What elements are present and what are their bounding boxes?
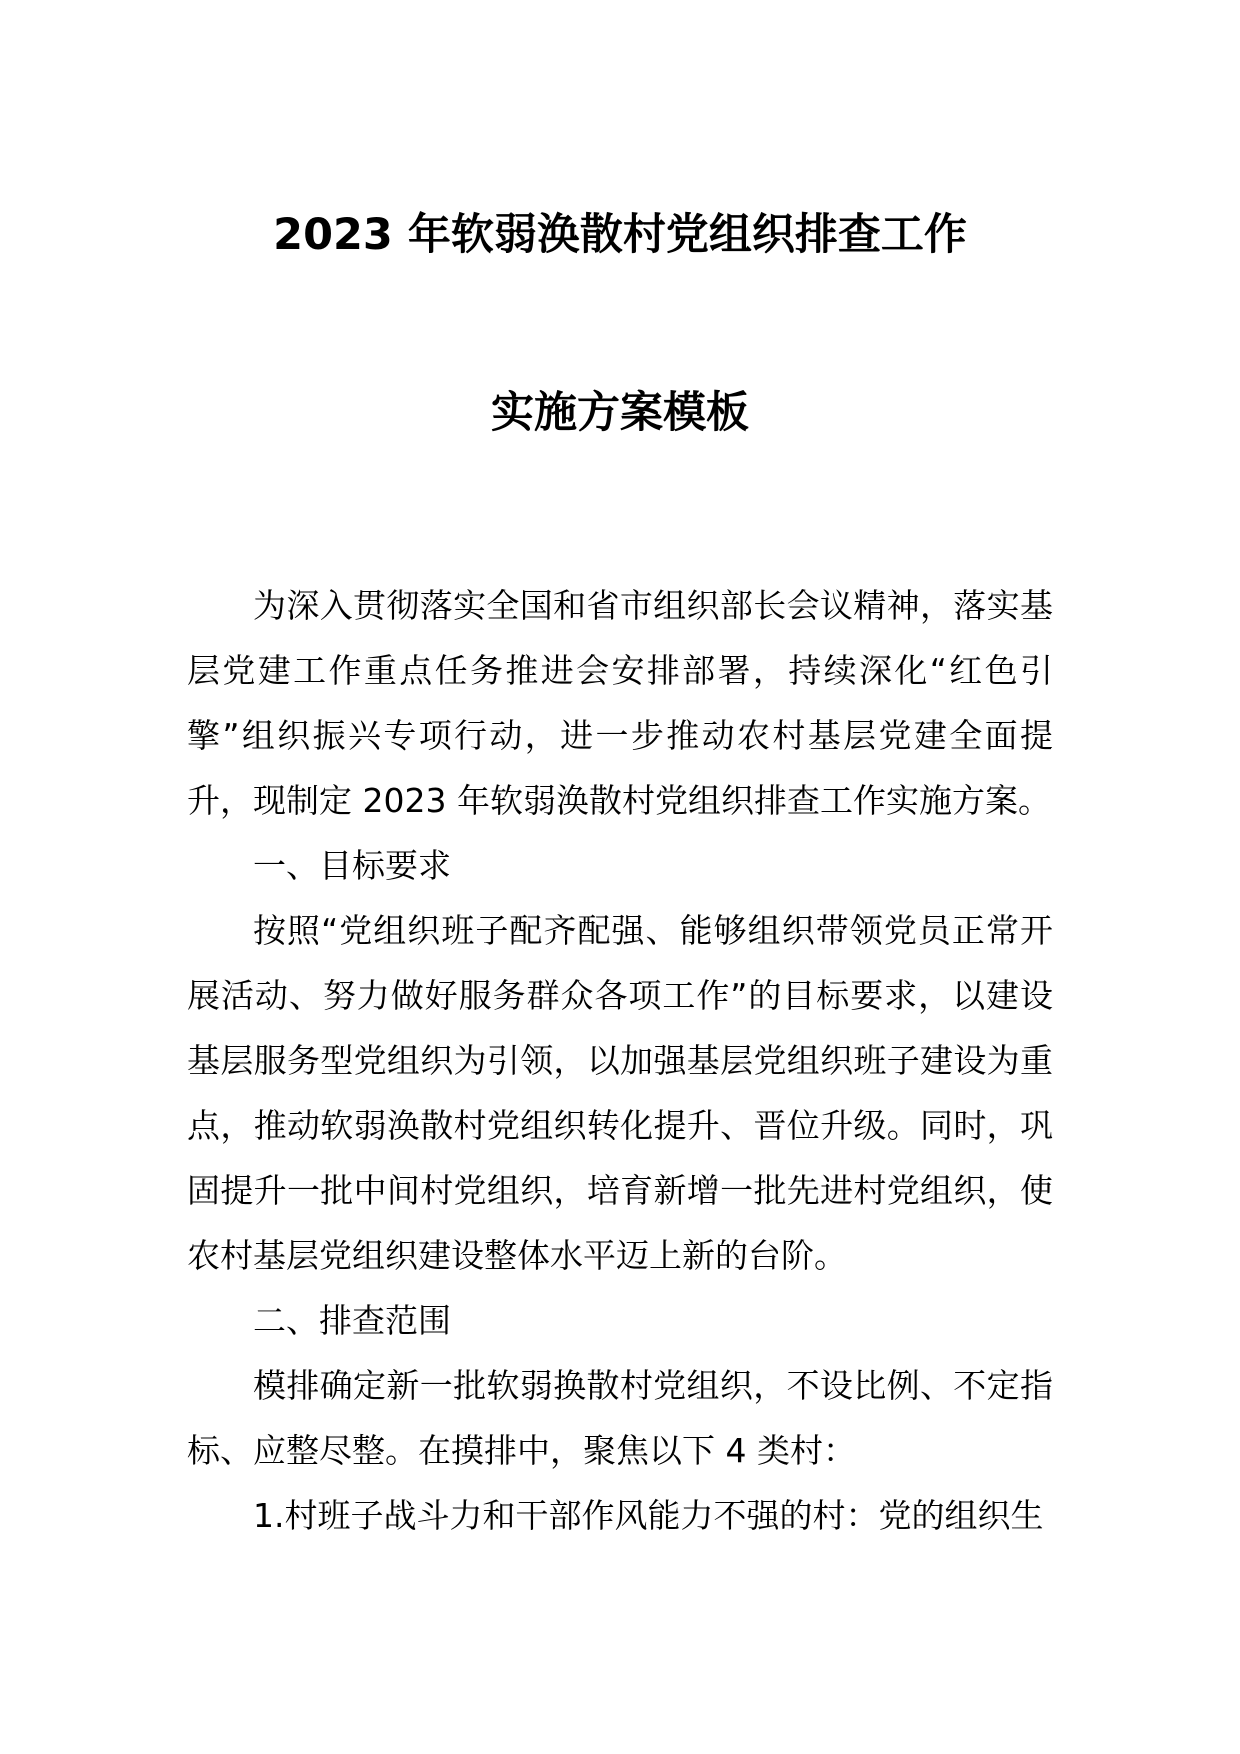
scope-item-1-paragraph: 1.村班子战斗力和干部作风能力不强的村：党的组织生 (253, 1496, 1044, 1535)
document-title-line-2: 实施方案模板 (491, 388, 749, 438)
scope-paragraph: 模排确定新一批软弱换散村党组织，不设比例、不定指标、应整尽整。在摸排中，聚焦以下 4 类村： (187, 1366, 1053, 1470)
section-heading-goals: 一、目标要求 (253, 846, 451, 885)
goals-paragraph: 按照“党组织班子配齐配强、能够组织带领党员正常开展活动、努力做好服务群众各项工作”的目标要求，以建设基层服务型党组织为引领，以加强基层党组织班子建设为重点，推动软弱涣散村党组织转化提升、晋位升级。同时，巩固提升一批中间村党组织，培育新增一批先进村党组织，使农村基层党组织建设整体水平迈上新的台阶。 (187, 911, 1053, 1275)
section-heading-scope: 二、排查范围 (253, 1301, 451, 1340)
document-title-line-1: 2023 年软弱涣散村党组织排查工作 (273, 210, 967, 260)
intro-paragraph: 为深入贯彻落实全国和省市组织部长会议精神，落实基层党建工作重点任务推进会安排部署，持续深化“红色引擎”组织振兴专项行动，进一步推动农村基层党建全面提升，现制定 2023 年软弱涣散村党组织排查工作实施方案。 (187, 586, 1053, 820)
document-body (187, 573, 1053, 1548)
